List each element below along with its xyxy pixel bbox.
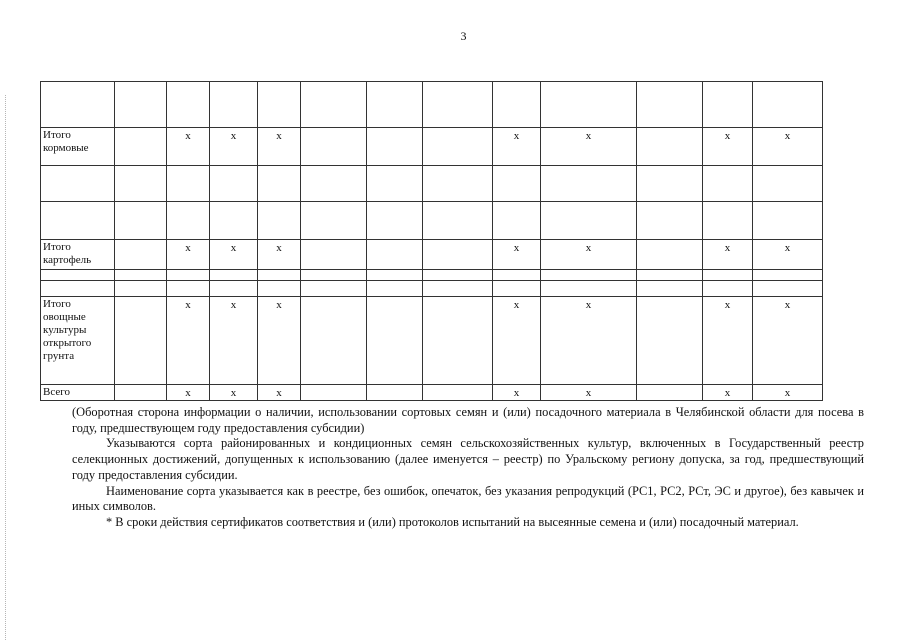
table-cell	[493, 270, 541, 281]
table-cell	[423, 281, 493, 297]
table-cell: x	[703, 128, 753, 166]
table-cell	[367, 128, 423, 166]
table-row	[41, 82, 823, 128]
table-cell	[367, 385, 423, 401]
table-cell	[301, 82, 367, 128]
table-cell: x	[258, 240, 301, 270]
table-cell: x	[541, 297, 637, 385]
table-cell	[258, 166, 301, 202]
table-cell	[115, 82, 167, 128]
table-cell	[637, 202, 703, 240]
table-cell	[753, 202, 823, 240]
row-label-cell	[41, 270, 115, 281]
table-cell: x	[258, 385, 301, 401]
row-label-cell	[41, 202, 115, 240]
table-cell: x	[703, 297, 753, 385]
table-cell: x	[167, 240, 210, 270]
table-cell	[493, 166, 541, 202]
table-cell	[541, 202, 637, 240]
table-cell	[115, 270, 167, 281]
table-cell	[367, 297, 423, 385]
table-cell: x	[541, 240, 637, 270]
table-cell	[753, 82, 823, 128]
table-cell: x	[753, 240, 823, 270]
table-cell: x	[541, 385, 637, 401]
table-cell	[493, 82, 541, 128]
table-cell	[258, 281, 301, 297]
table-cell	[541, 82, 637, 128]
table-cell	[493, 281, 541, 297]
table-cell	[115, 297, 167, 385]
table-cell: x	[210, 240, 258, 270]
table-cell	[423, 385, 493, 401]
table-cell	[210, 82, 258, 128]
table-cell	[541, 281, 637, 297]
table-row	[41, 385, 823, 401]
table-cell	[301, 385, 367, 401]
table-cell	[301, 128, 367, 166]
table-cell	[493, 202, 541, 240]
table-cell	[541, 270, 637, 281]
table-cell	[167, 281, 210, 297]
table-cell	[541, 166, 637, 202]
table-row	[41, 281, 823, 297]
table-row	[41, 128, 823, 166]
table-cell	[637, 82, 703, 128]
table-cell	[367, 82, 423, 128]
table-row	[41, 240, 823, 270]
table-cell	[301, 240, 367, 270]
table-cell	[637, 297, 703, 385]
table-cell	[703, 166, 753, 202]
table-cell	[115, 385, 167, 401]
row-label-cell: Итого овощные культуры открытого грунта	[41, 297, 115, 385]
table-cell	[423, 270, 493, 281]
table-cell	[423, 297, 493, 385]
table-cell	[423, 82, 493, 128]
table-cell: x	[258, 297, 301, 385]
table-cell	[115, 166, 167, 202]
table-cell	[258, 82, 301, 128]
row-label-cell	[41, 166, 115, 202]
table-cell	[703, 270, 753, 281]
table-cell	[301, 270, 367, 281]
table-cell: x	[753, 128, 823, 166]
row-label-cell: Итого кормовые	[41, 128, 115, 166]
table-cell	[637, 281, 703, 297]
table-cell	[301, 281, 367, 297]
table-cell	[753, 270, 823, 281]
table-cell	[637, 240, 703, 270]
table-cell	[703, 202, 753, 240]
seed-table	[40, 81, 823, 401]
table-cell	[367, 270, 423, 281]
table-cell: x	[493, 240, 541, 270]
table-cell	[167, 202, 210, 240]
note-paragraph-varieties: Указываются сорта районированных и кондиционных семян сельскохозяйственных культур, включенных в Государственный реестр селекционных достижений, допущенных к использованию (далее именуется – реестр) по Уральскому региону допуска, за год, предшествующий году предоставления субсидии.	[72, 436, 864, 482]
table-cell	[258, 202, 301, 240]
table-cell: x	[210, 297, 258, 385]
table-cell	[210, 281, 258, 297]
table-cell	[258, 270, 301, 281]
table-cell	[753, 281, 823, 297]
row-label-cell	[41, 82, 115, 128]
table-cell: x	[703, 240, 753, 270]
notes-block	[72, 405, 864, 531]
table-cell	[423, 166, 493, 202]
table-cell: x	[167, 128, 210, 166]
table-cell	[637, 128, 703, 166]
table-cell: x	[493, 385, 541, 401]
table-cell	[115, 202, 167, 240]
table-cell: x	[258, 128, 301, 166]
table-row	[41, 202, 823, 240]
row-label-cell: Итого картофель	[41, 240, 115, 270]
table-cell	[637, 270, 703, 281]
table-cell	[301, 202, 367, 240]
table-cell	[115, 240, 167, 270]
table-cell: x	[493, 297, 541, 385]
table-cell: x	[210, 385, 258, 401]
table-cell: x	[167, 385, 210, 401]
table-cell	[210, 270, 258, 281]
table-cell	[637, 166, 703, 202]
table-cell	[210, 166, 258, 202]
table-cell	[367, 202, 423, 240]
table-cell	[703, 281, 753, 297]
reverse-side-caption: (Оборотная сторона информации о наличии, использовании сортовых семян и (или) посадочного материала в Челябинской области для посева в году, предшествующем году предоставления субсидии)	[72, 405, 864, 435]
table-cell: x	[541, 128, 637, 166]
table-cell	[115, 281, 167, 297]
table-cell	[301, 166, 367, 202]
table-cell	[423, 240, 493, 270]
table-cell: x	[703, 385, 753, 401]
table-cell	[167, 166, 210, 202]
table-cell	[301, 297, 367, 385]
table-cell	[167, 82, 210, 128]
table-cell: x	[167, 297, 210, 385]
note-paragraph-certificates: * В сроки действия сертификатов соответствия и (или) протоколов испытаний на высеянные семена и (или) посадочный материал.	[106, 514, 799, 529]
table-row	[41, 270, 823, 281]
table-cell	[367, 240, 423, 270]
table-cell: x	[753, 297, 823, 385]
row-label-cell: Всего	[41, 385, 115, 401]
table-cell	[210, 202, 258, 240]
page-number: 3	[460, 29, 467, 43]
margin-line	[5, 95, 6, 640]
table-cell: x	[493, 128, 541, 166]
table-cell	[423, 128, 493, 166]
table-cell	[703, 82, 753, 128]
table-cell	[423, 202, 493, 240]
table-row	[41, 166, 823, 202]
table-cell	[367, 281, 423, 297]
table-cell	[167, 270, 210, 281]
row-label-cell	[41, 281, 115, 297]
table-cell	[367, 166, 423, 202]
table-cell: x	[753, 385, 823, 401]
table-cell	[637, 385, 703, 401]
note-paragraph-variety-name: Наименование сорта указывается как в реестре, без ошибок, опечаток, без указания репродукций (РС1, РС2, РСт, ЭС и другое), без кавычек и иных символов.	[72, 483, 864, 514]
table-cell: x	[210, 128, 258, 166]
table-row	[41, 297, 823, 385]
table-cell	[753, 166, 823, 202]
table-cell	[115, 128, 167, 166]
